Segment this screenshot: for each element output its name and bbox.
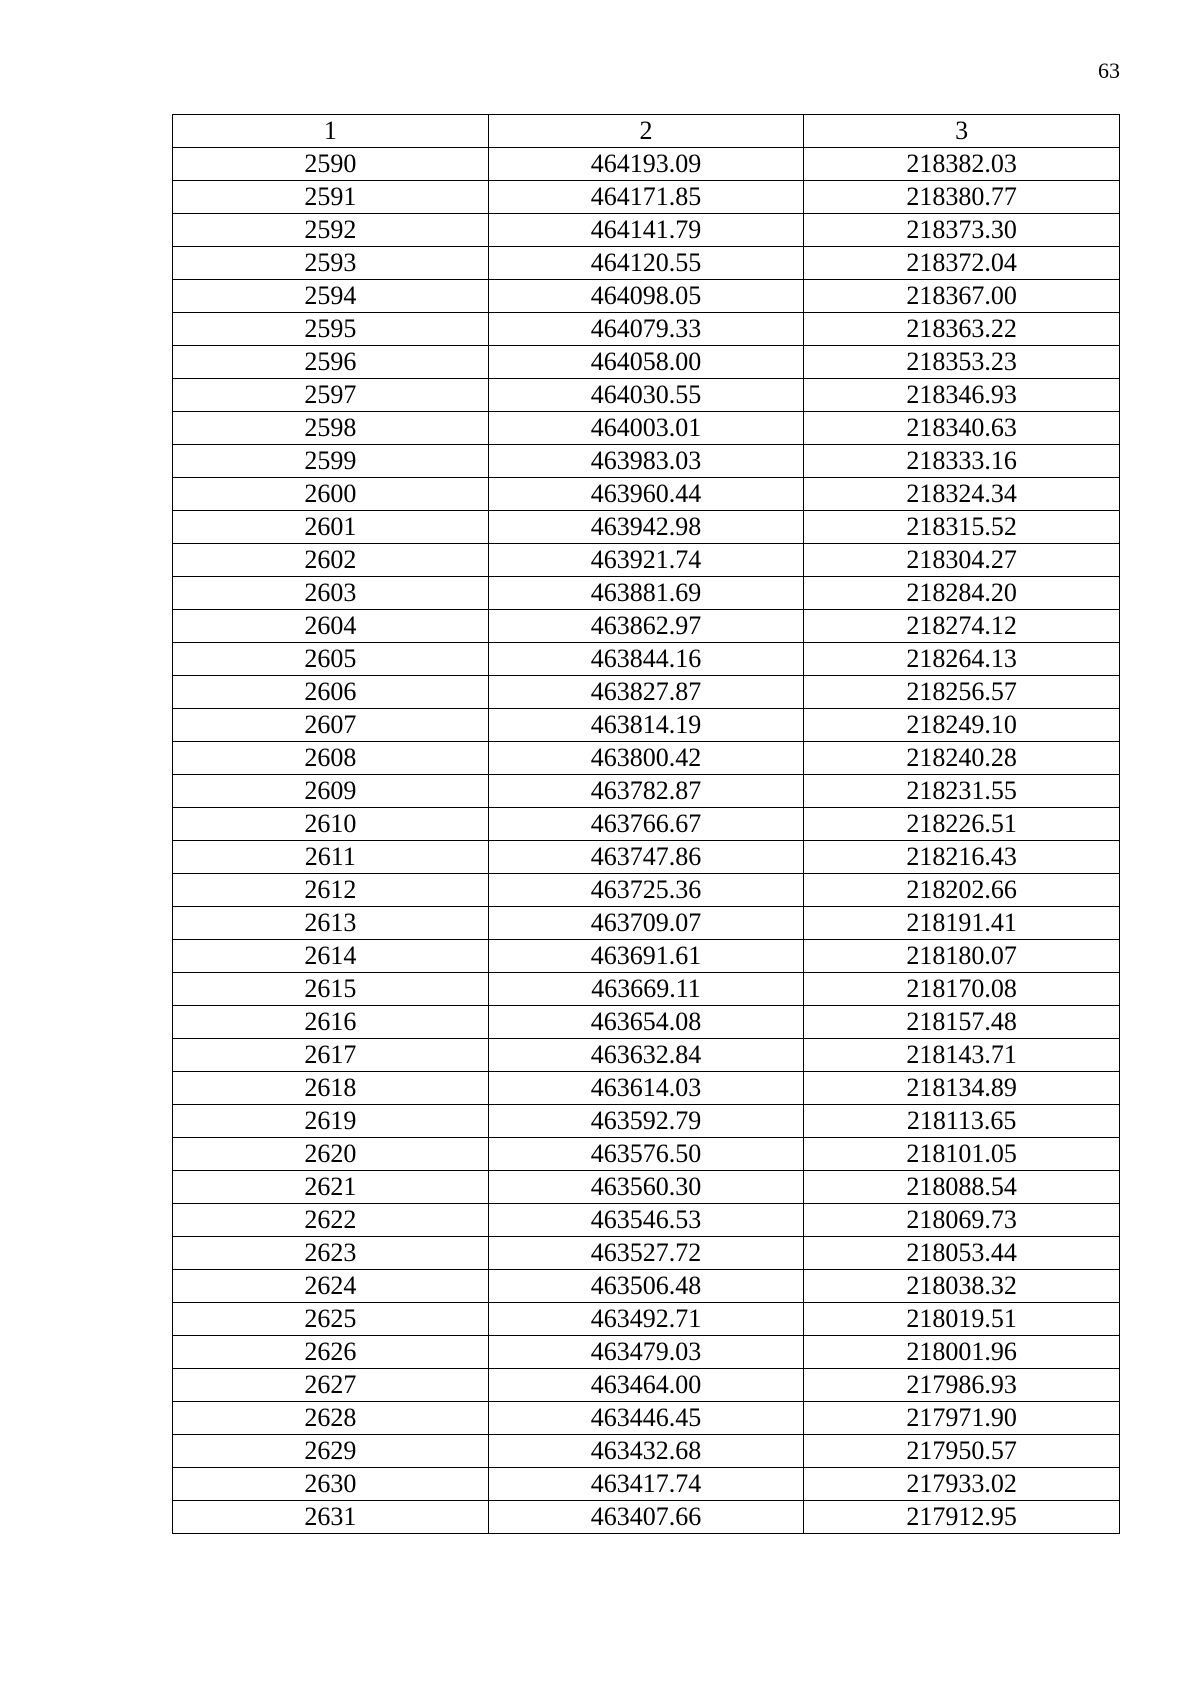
table-cell-col-3: 218284.20: [804, 577, 1120, 610]
table-cell-col-3: 218202.66: [804, 874, 1120, 907]
table-cell-col-3: 218157.48: [804, 1006, 1120, 1039]
table-cell-col-1: 2628: [173, 1402, 489, 1435]
table-cell-col-1: 2613: [173, 907, 489, 940]
table-row: [173, 1039, 1120, 1072]
table-cell-col-3: 218382.03: [804, 148, 1120, 181]
table-row: [173, 1501, 1120, 1534]
table-cell-col-2: 463432.68: [488, 1435, 804, 1468]
table-cell-col-3: 218380.77: [804, 181, 1120, 214]
table-cell-col-2: 463479.03: [488, 1336, 804, 1369]
table-cell-col-1: 2620: [173, 1138, 489, 1171]
table-cell-col-1: 2618: [173, 1072, 489, 1105]
table-cell-col-3: 218019.51: [804, 1303, 1120, 1336]
table-row: [173, 1468, 1120, 1501]
table-row: [173, 1336, 1120, 1369]
table-cell-col-3: 218264.13: [804, 643, 1120, 676]
table-cell-col-1: 2610: [173, 808, 489, 841]
table-cell-col-3: 218069.73: [804, 1204, 1120, 1237]
table-row: [173, 577, 1120, 610]
table-cell-col-2: 463800.42: [488, 742, 804, 775]
table-row: [173, 1369, 1120, 1402]
page-number: 63: [1098, 58, 1120, 83]
table-cell-col-2: 464120.55: [488, 247, 804, 280]
table-cell-col-3: 218226.51: [804, 808, 1120, 841]
table-cell-col-1: 2617: [173, 1039, 489, 1072]
table-cell-col-2: 463560.30: [488, 1171, 804, 1204]
header-cell-3: 3: [804, 115, 1120, 148]
table-cell-col-1: 2615: [173, 973, 489, 1006]
table-row: [173, 1171, 1120, 1204]
table-row: [173, 676, 1120, 709]
table-cell-col-3: 218340.63: [804, 412, 1120, 445]
table-row: [173, 1402, 1120, 1435]
table-cell-col-1: 2608: [173, 742, 489, 775]
table-row: [173, 445, 1120, 478]
table-row: [173, 1204, 1120, 1237]
table-row: [173, 181, 1120, 214]
table-row: [173, 346, 1120, 379]
table-cell-col-3: 218240.28: [804, 742, 1120, 775]
table-row: [173, 742, 1120, 775]
header-row: [173, 115, 1120, 148]
table-row: [173, 610, 1120, 643]
table-cell-col-3: 218372.04: [804, 247, 1120, 280]
table-cell-col-2: 463921.74: [488, 544, 804, 577]
table-cell-col-2: 463960.44: [488, 478, 804, 511]
table-cell-col-3: 218274.12: [804, 610, 1120, 643]
table-cell-col-2: 463827.87: [488, 676, 804, 709]
table-cell-col-1: 2599: [173, 445, 489, 478]
table-cell-col-1: 2630: [173, 1468, 489, 1501]
table-cell-col-1: 2591: [173, 181, 489, 214]
table-cell-col-3: 218353.23: [804, 346, 1120, 379]
table-cell-col-3: 218180.07: [804, 940, 1120, 973]
table-cell-col-1: 2619: [173, 1105, 489, 1138]
table-cell-col-2: 463725.36: [488, 874, 804, 907]
table-cell-col-3: 218333.16: [804, 445, 1120, 478]
table-cell-col-1: 2623: [173, 1237, 489, 1270]
table-cell-col-3: 218143.71: [804, 1039, 1120, 1072]
table-cell-col-2: 463576.50: [488, 1138, 804, 1171]
table-row: [173, 1435, 1120, 1468]
table-cell-col-3: 218191.41: [804, 907, 1120, 940]
table-row: [173, 280, 1120, 313]
table-cell-col-1: 2609: [173, 775, 489, 808]
table-cell-col-2: 463942.98: [488, 511, 804, 544]
table-cell-col-2: 463614.03: [488, 1072, 804, 1105]
header-cell-1: 1: [173, 115, 489, 148]
table-row: [173, 709, 1120, 742]
table-cell-col-1: 2592: [173, 214, 489, 247]
table-cell-col-3: 218134.89: [804, 1072, 1120, 1105]
table-cell-col-3: 217950.57: [804, 1435, 1120, 1468]
coordinates-table: [172, 114, 1120, 1534]
table-cell-col-3: 217912.95: [804, 1501, 1120, 1534]
table-row: [173, 511, 1120, 544]
table-cell-col-3: 218231.55: [804, 775, 1120, 808]
table-row: [173, 973, 1120, 1006]
table-row: [173, 148, 1120, 181]
header-cell-2: 2: [488, 115, 804, 148]
table-cell-col-1: 2621: [173, 1171, 489, 1204]
table-cell-col-3: 218170.08: [804, 973, 1120, 1006]
table-cell-col-3: 218324.34: [804, 478, 1120, 511]
table-cell-col-1: 2604: [173, 610, 489, 643]
table-cell-col-1: 2597: [173, 379, 489, 412]
table-cell-col-2: 464079.33: [488, 313, 804, 346]
table-cell-col-2: 463446.45: [488, 1402, 804, 1435]
table-cell-col-1: 2624: [173, 1270, 489, 1303]
table-row: [173, 1270, 1120, 1303]
table-row: [173, 1006, 1120, 1039]
table-cell-col-3: 218304.27: [804, 544, 1120, 577]
table-cell-col-1: 2616: [173, 1006, 489, 1039]
table-row: [173, 247, 1120, 280]
table-cell-col-3: 218216.43: [804, 841, 1120, 874]
table-cell-col-2: 463983.03: [488, 445, 804, 478]
table-row: [173, 379, 1120, 412]
table-cell-col-2: 463506.48: [488, 1270, 804, 1303]
table-row: [173, 940, 1120, 973]
table-row: [173, 1303, 1120, 1336]
table-cell-col-2: 463691.61: [488, 940, 804, 973]
table-cell-col-3: 217986.93: [804, 1369, 1120, 1402]
table-row: [173, 1072, 1120, 1105]
table-cell-col-1: 2627: [173, 1369, 489, 1402]
table-cell-col-2: 463766.67: [488, 808, 804, 841]
table-cell-col-1: 2607: [173, 709, 489, 742]
table-cell-col-2: 463862.97: [488, 610, 804, 643]
table-cell-col-3: 218315.52: [804, 511, 1120, 544]
table-body: [173, 148, 1120, 1534]
table-row: [173, 907, 1120, 940]
table-cell-col-1: 2625: [173, 1303, 489, 1336]
table-cell-col-2: 463492.71: [488, 1303, 804, 1336]
table-row: [173, 808, 1120, 841]
table-cell-col-3: 218088.54: [804, 1171, 1120, 1204]
table-row: [173, 775, 1120, 808]
table-row: [173, 874, 1120, 907]
table-cell-col-3: 218053.44: [804, 1237, 1120, 1270]
table-cell-col-2: 463464.00: [488, 1369, 804, 1402]
table-cell-col-3: 217933.02: [804, 1468, 1120, 1501]
table-cell-col-1: 2595: [173, 313, 489, 346]
table-cell-col-2: 463814.19: [488, 709, 804, 742]
table-cell-col-1: 2612: [173, 874, 489, 907]
table-cell-col-1: 2596: [173, 346, 489, 379]
table-cell-col-1: 2600: [173, 478, 489, 511]
table-cell-col-3: 218346.93: [804, 379, 1120, 412]
table-cell-col-2: 463669.11: [488, 973, 804, 1006]
table-cell-col-2: 464003.01: [488, 412, 804, 445]
table-cell-col-1: 2605: [173, 643, 489, 676]
table-row: [173, 1138, 1120, 1171]
table-cell-col-1: 2622: [173, 1204, 489, 1237]
table-cell-col-1: 2593: [173, 247, 489, 280]
table-cell-col-3: 218113.65: [804, 1105, 1120, 1138]
table-cell-col-2: 463709.07: [488, 907, 804, 940]
table-cell-col-2: 463881.69: [488, 577, 804, 610]
table-row: [173, 1105, 1120, 1138]
table-cell-col-2: 464171.85: [488, 181, 804, 214]
table-cell-col-1: 2614: [173, 940, 489, 973]
table-cell-col-2: 463407.66: [488, 1501, 804, 1534]
table-cell-col-1: 2603: [173, 577, 489, 610]
table-cell-col-1: 2594: [173, 280, 489, 313]
table-cell-col-2: 464098.05: [488, 280, 804, 313]
table-row: [173, 544, 1120, 577]
table-cell-col-2: 464193.09: [488, 148, 804, 181]
table-cell-col-1: 2601: [173, 511, 489, 544]
table-cell-col-3: 218256.57: [804, 676, 1120, 709]
table-cell-col-3: 218038.32: [804, 1270, 1120, 1303]
table-cell-col-2: 463546.53: [488, 1204, 804, 1237]
table-cell-col-2: 464030.55: [488, 379, 804, 412]
table-cell-col-2: 463844.16: [488, 643, 804, 676]
table-cell-col-1: 2611: [173, 841, 489, 874]
table-cell-col-2: 464058.00: [488, 346, 804, 379]
table-cell-col-1: 2590: [173, 148, 489, 181]
table-cell-col-2: 463747.86: [488, 841, 804, 874]
table-cell-col-2: 463632.84: [488, 1039, 804, 1072]
table-cell-col-3: 218373.30: [804, 214, 1120, 247]
table-cell-col-2: 463654.08: [488, 1006, 804, 1039]
table-cell-col-1: 2598: [173, 412, 489, 445]
table-cell-col-2: 463782.87: [488, 775, 804, 808]
table-cell-col-3: 218001.96: [804, 1336, 1120, 1369]
table-row: [173, 841, 1120, 874]
table-cell-col-2: 463592.79: [488, 1105, 804, 1138]
table-cell-col-2: 463417.74: [488, 1468, 804, 1501]
table-cell-col-1: 2606: [173, 676, 489, 709]
table-cell-col-1: 2626: [173, 1336, 489, 1369]
table-cell-col-3: 218249.10: [804, 709, 1120, 742]
table-row: [173, 313, 1120, 346]
table-row: [173, 214, 1120, 247]
table-row: [173, 478, 1120, 511]
table-cell-col-2: 463527.72: [488, 1237, 804, 1270]
table-cell-col-3: 218367.00: [804, 280, 1120, 313]
table-cell-col-1: 2631: [173, 1501, 489, 1534]
table-cell-col-1: 2602: [173, 544, 489, 577]
table-cell-col-2: 464141.79: [488, 214, 804, 247]
table-row: [173, 412, 1120, 445]
table-row: [173, 643, 1120, 676]
table-row: [173, 1237, 1120, 1270]
table-cell-col-3: 218101.05: [804, 1138, 1120, 1171]
table-cell-col-1: 2629: [173, 1435, 489, 1468]
table-cell-col-3: 217971.90: [804, 1402, 1120, 1435]
table-header: [173, 115, 1120, 148]
table-cell-col-3: 218363.22: [804, 313, 1120, 346]
